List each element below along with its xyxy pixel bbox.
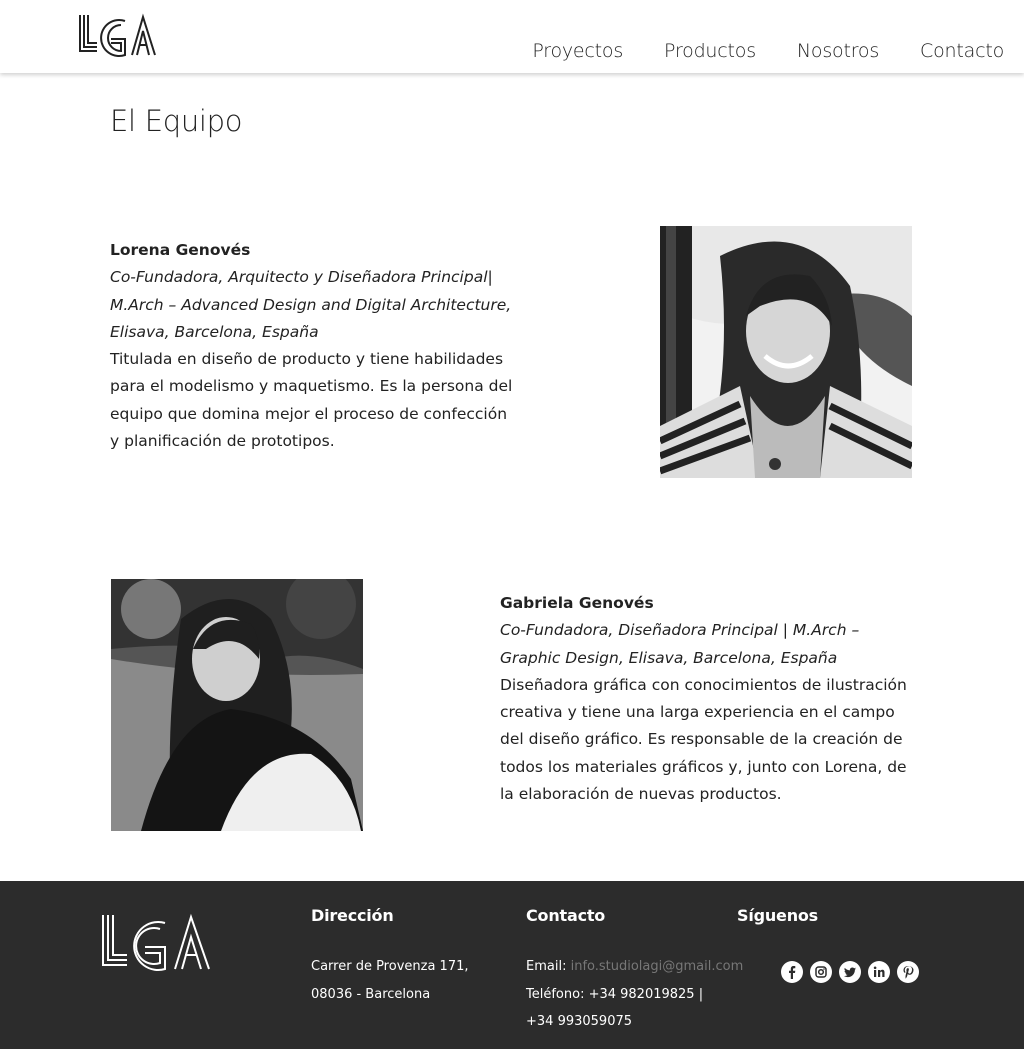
main-nav bbox=[491, 40, 1004, 62]
footer-follow-title: Síguenos bbox=[737, 906, 819, 925]
address-line-1: Carrer de Provenza 171, bbox=[311, 959, 469, 974]
contact-phone-2: +34 993059075 bbox=[526, 1014, 633, 1029]
footer-lga-logo bbox=[99, 911, 213, 981]
pinterest-icon[interactable] bbox=[897, 961, 919, 983]
linkedin-icon[interactable] bbox=[868, 961, 890, 983]
social-links bbox=[781, 961, 919, 983]
footer-follow bbox=[737, 906, 818, 953]
instagram-icon[interactable] bbox=[810, 961, 832, 983]
address-line-2: 08036 - Barcelona bbox=[311, 986, 431, 1002]
page-title: El Equipo bbox=[110, 104, 243, 138]
member-photo-lorena bbox=[660, 226, 912, 478]
nav-nosotros[interactable]: Nosotros bbox=[796, 40, 880, 62]
member-bio: Titulada en diseño de producto y tiene habilidades para el modelismo y maquetismo. Es la persona del equipo que domina mejor el proceso de confección y planificación de prototipos. bbox=[110, 350, 513, 451]
lga-logo[interactable] bbox=[77, 11, 159, 65]
footer-address-title: Dirección bbox=[311, 906, 394, 925]
member-role: Co-Fundadora, Diseñadora Principal | M.Arch – Graphic Design, Elisava, Barcelona, España bbox=[500, 621, 860, 667]
contact-phone-1: Teléfono: +34 982019825 | bbox=[526, 986, 704, 1002]
member-name: Lorena Genovés bbox=[110, 241, 251, 259]
nav-contacto[interactable]: Contacto bbox=[920, 40, 1004, 62]
facebook-icon[interactable] bbox=[781, 961, 803, 983]
member-name: Gabriela Genovés bbox=[500, 594, 654, 612]
footer-contact-title: Contacto bbox=[526, 906, 606, 925]
member-photo-gabriela bbox=[111, 579, 363, 831]
member-role: Co-Fundadora, Arquitecto y Diseñadora Principal| M.Arch – Advanced Design and Digital Architecture, Elisava, Barcelona, España bbox=[110, 268, 512, 341]
member-gabriela bbox=[500, 590, 920, 808]
email-link[interactable]: info.studiolagi@gmail.com bbox=[570, 959, 744, 974]
twitter-icon[interactable] bbox=[839, 961, 861, 983]
footer-address bbox=[311, 906, 469, 1008]
site-footer bbox=[0, 881, 1024, 1049]
contact-email-row bbox=[526, 953, 743, 981]
nav-productos[interactable]: Productos bbox=[664, 40, 756, 62]
member-lorena bbox=[110, 237, 520, 455]
member-bio: Diseñadora gráfica con conocimientos de ilustración creativa y tiene una larga experiencia en el campo del diseño gráfico. Es responsable de la creación de todos los materiales gráficos y, junto con Lorena, de la elaboración de nuevas productos. bbox=[500, 675, 907, 804]
nav-proyectos[interactable]: Proyectos bbox=[532, 40, 624, 62]
site-header bbox=[0, 0, 1024, 73]
email-label: Email: bbox=[526, 959, 567, 974]
footer-contact bbox=[526, 906, 743, 1036]
